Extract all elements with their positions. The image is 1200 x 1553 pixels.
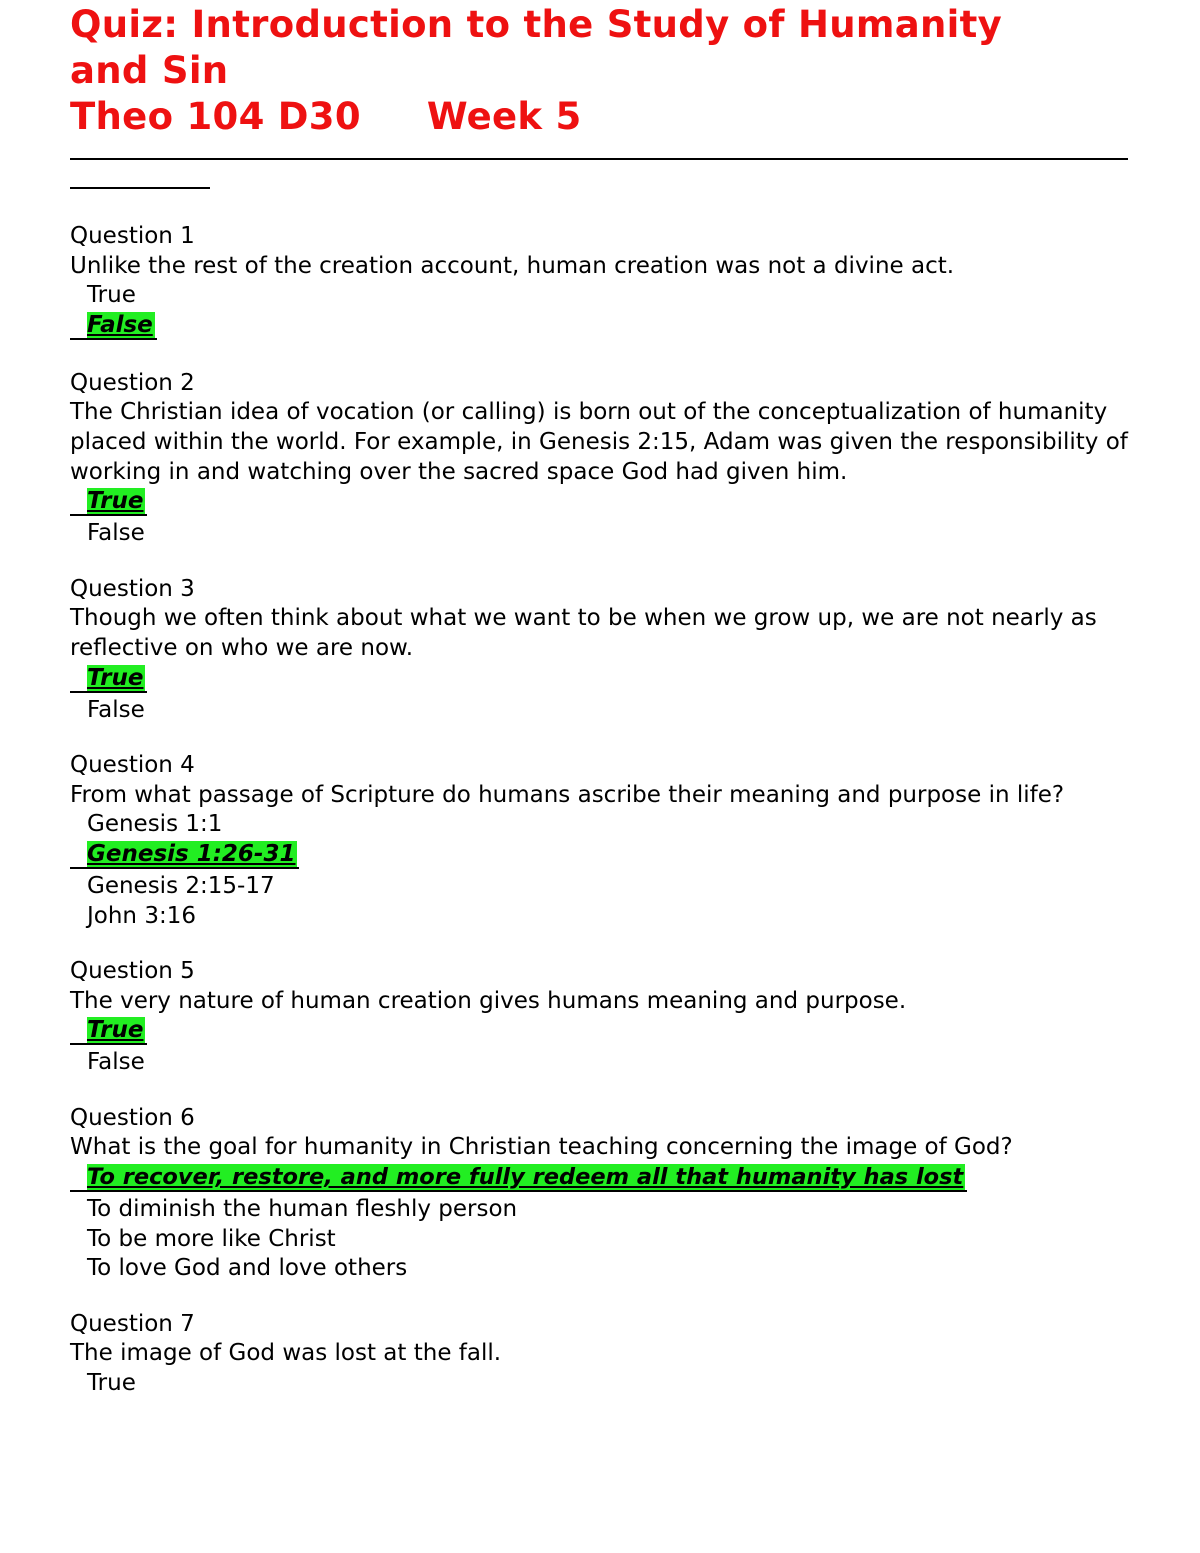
question-1 [70, 222, 1130, 343]
highlighted-answer-text: True [87, 664, 144, 691]
highlighted-answer-text: True [87, 488, 144, 515]
answer-option[interactable] [70, 1254, 1130, 1284]
course-code: Theo 104 D30 [70, 95, 361, 138]
quiz-questions [70, 222, 1130, 1399]
highlighted-answer-text: To recover, restore, and more fully redeem all that humanity has lost [87, 1164, 964, 1191]
question-label: Question 7 [70, 1310, 195, 1337]
answer-option-selected[interactable] [70, 664, 1130, 696]
question-text: Unlike the rest of the creation account, human creation was not a divine act. [70, 252, 955, 279]
answer-option[interactable] [70, 1369, 1130, 1399]
answer-option[interactable] [70, 1048, 1130, 1078]
question-3 [70, 575, 1130, 725]
answer-option[interactable] [70, 872, 1130, 902]
answer-option-text: John 3:16 [87, 902, 196, 929]
answer-options [70, 1016, 1130, 1078]
question-4 [70, 751, 1130, 931]
answer-options [70, 1163, 1130, 1284]
quiz-title-line-1: Quiz: Introduction to the Study of Humanity [70, 3, 1003, 46]
answer-option-selected[interactable] [70, 1016, 1130, 1048]
highlighted-answer-text: False [87, 311, 153, 338]
answer-option[interactable] [70, 1195, 1130, 1225]
answer-option[interactable] [70, 696, 1130, 726]
selected-answer-underline [70, 842, 299, 869]
answer-options [70, 810, 1130, 931]
highlighted-answer-text: Genesis 1:26-31 [87, 840, 296, 867]
selected-answer-underline [70, 666, 147, 693]
question-7 [70, 1310, 1130, 1399]
question-text: What is the goal for humanity in Christian teaching concerning the image of God? [70, 1134, 1013, 1161]
selected-answer-underline [70, 1165, 967, 1192]
question-label: Question 5 [70, 958, 195, 985]
answer-options [70, 1369, 1130, 1399]
question-label: Question 1 [70, 223, 195, 249]
separator-rule [70, 158, 1128, 160]
answer-option-selected[interactable] [70, 1163, 1130, 1195]
quiz-title-line-2: and Sin [70, 49, 229, 92]
question-label: Question 6 [70, 1104, 195, 1131]
answer-option-text: To diminish the human fleshly person [87, 1196, 518, 1223]
answer-option-text: To be more like Christ [87, 1225, 336, 1252]
question-label: Question 2 [70, 369, 195, 396]
highlighted-answer-text: True [87, 1017, 144, 1044]
answer-option-text: To love God and love others [87, 1255, 408, 1282]
answer-option-selected[interactable] [70, 311, 1130, 343]
question-label: Question 3 [70, 575, 195, 602]
answer-options [70, 487, 1130, 549]
question-text: From what passage of Scripture do humans ascribe their meaning and purpose in life? [70, 781, 1065, 808]
answer-option-selected[interactable] [70, 840, 1130, 872]
answer-option[interactable] [70, 1225, 1130, 1255]
question-text: The image of God was lost at the fall. [70, 1340, 502, 1367]
selected-answer-underline [70, 1018, 147, 1045]
answer-option-text: Genesis 2:15-17 [87, 872, 275, 899]
answer-option[interactable] [70, 519, 1130, 549]
answer-option-selected[interactable] [70, 487, 1130, 519]
answer-option-text: False [87, 696, 145, 723]
document-header [70, 0, 1130, 140]
week-label: Week 5 [426, 95, 582, 138]
question-label: Question 4 [70, 752, 195, 779]
question-text: The very nature of human creation gives humans meaning and purpose. [70, 987, 907, 1014]
question-text: The Christian idea of vocation (or calling) is born out of the conceptualization of humanity placed within the world. For example, in Genesis 2:15, Adam was given the responsibility of working in and watching over the sacred space God had given him. [70, 399, 1128, 485]
answer-option[interactable] [70, 902, 1130, 932]
question-5 [70, 957, 1130, 1078]
answer-option-text: Genesis 1:1 [87, 811, 223, 838]
answer-options [70, 281, 1130, 343]
answer-option-text: True [87, 282, 136, 309]
answer-options [70, 664, 1130, 726]
answer-option-text: True [87, 1370, 136, 1397]
question-2 [70, 369, 1130, 549]
answer-option-text: False [87, 1049, 145, 1076]
separator-rule-continued [70, 187, 210, 189]
question-text: Though we often think about what we want to be when we grow up, we are not nearly as reflective on who we are now. [70, 605, 1097, 661]
selected-answer-underline [70, 489, 147, 516]
question-6 [70, 1104, 1130, 1284]
answer-option[interactable] [70, 810, 1130, 840]
course-week-line [70, 94, 1130, 140]
answer-option[interactable] [70, 281, 1130, 311]
selected-answer-underline [70, 313, 157, 340]
answer-option-text: False [87, 520, 145, 547]
